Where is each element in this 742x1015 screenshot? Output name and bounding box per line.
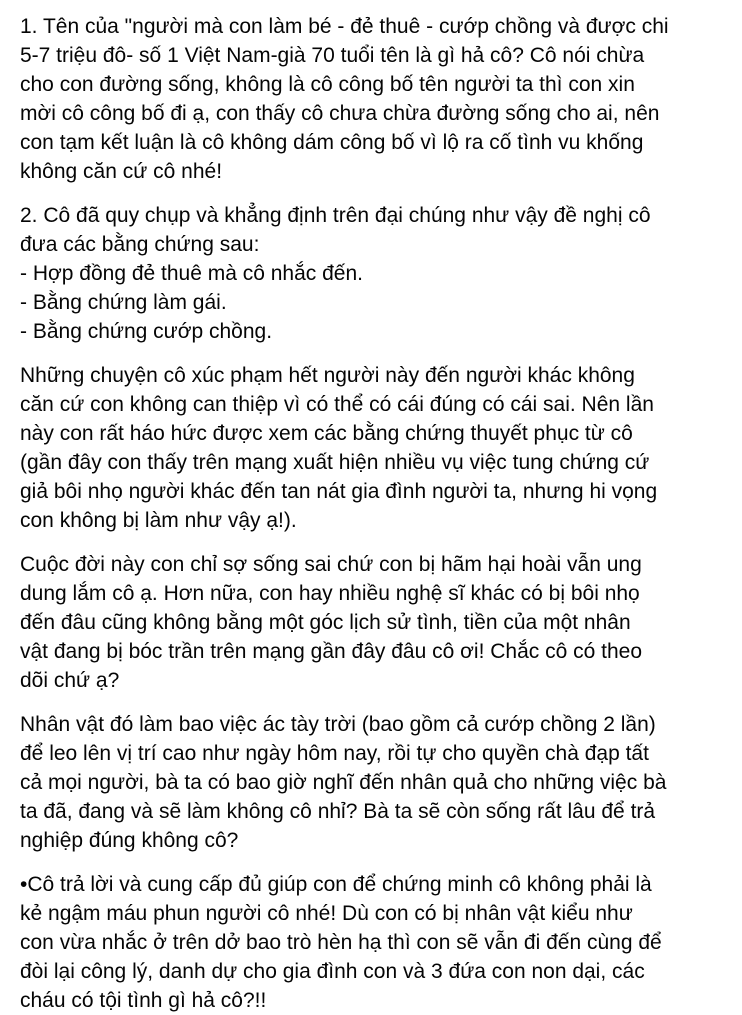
paragraph-line: (gần đây con thấy trên mạng xuất hiện nhiều vụ việc tung chứng cứ (20, 451, 650, 474)
paragraph-line: con không bị làm như vậy ạ!). (20, 509, 297, 532)
paragraph-line: con vừa nhắc ở trên dở bao trò hèn hạ thì con sẽ vẫn đi đến cùng để (20, 931, 662, 954)
paragraph-line: cháu có tội tình gì hả cô?!! (20, 989, 267, 1012)
paragraph-line: nghiệp đúng không cô? (20, 829, 239, 852)
paragraph-5 (20, 710, 732, 855)
paragraph-line: vật đang bị bóc trần trên mạng gần đây đâu cô ơi! Chắc cô có theo (20, 640, 642, 663)
paragraph-line: này con rất háo hức được xem các bằng chứng thuyết phục từ cô (20, 422, 633, 445)
paragraph-3 (20, 361, 732, 535)
list-item: - Hợp đồng đẻ thuê mà cô nhắc đến. (20, 262, 363, 285)
list-item: - Bằng chứng làm gái. (20, 291, 227, 314)
paragraph-line: đến đâu cũng không bằng một góc lịch sử tình, tiền của một nhân (20, 611, 631, 634)
paragraph-line: đòi lại công lý, danh dự cho gia đình con và 3 đứa con non dại, các (20, 960, 645, 983)
paragraph-line: 5-7 triệu đô- số 1 Việt Nam-già 70 tuổi tên là gì hả cô? Cô nói chừa (20, 44, 645, 67)
paragraph-line: để leo lên vị trí cao như ngày hôm nay, rồi tự cho quyền chà đạp tất (20, 742, 649, 765)
paragraph-line: con tạm kết luận là cô không dám công bố vì lộ ra cố tình vu khống (20, 131, 644, 154)
paragraph-line: kẻ ngậm máu phun người cô nhé! Dù con có bị nhân vật kiểu như (20, 902, 633, 925)
paragraph-line: không căn cứ cô nhé! (20, 160, 223, 183)
paragraph-line: dõi chứ ạ? (20, 669, 120, 692)
paragraph-line: giả bôi nhọ người khác đến tan nát gia đình người ta, nhưng hi vọng (20, 480, 658, 503)
paragraph-line: 1. Tên của "người mà con làm bé - đẻ thuê - cướp chồng và được chi (20, 15, 669, 38)
paragraph-line: Nhân vật đó làm bao việc ác tày trời (bao gồm cả cướp chồng 2 lần) (20, 713, 656, 736)
paragraph-1 (20, 12, 732, 186)
paragraph-line: dung lắm cô ạ. Hơn nữa, con hay nhiều nghệ sĩ khác có bị bôi nhọ (20, 582, 640, 605)
paragraph-2 (20, 201, 732, 346)
paragraph-4 (20, 550, 732, 695)
paragraph-line: mời cô công bố đi ạ, con thấy cô chưa chừa đường sống cho ai, nên (20, 102, 660, 125)
paragraph-line: Cuộc đời này con chỉ sợ sống sai chứ con bị hãm hại hoài vẫn ung (20, 553, 642, 576)
paragraph-line: đưa các bằng chứng sau: (20, 233, 260, 256)
paragraph-6 (20, 870, 732, 1015)
paragraph-line: 2. Cô đã quy chụp và khẳng định trên đại chúng như vậy đề nghị cô (20, 204, 651, 227)
list-item: - Bằng chứng cướp chồng. (20, 320, 273, 343)
paragraph-line: cả mọi người, bà ta có bao giờ nghĩ đến nhân quả cho những việc bà (20, 771, 667, 794)
paragraph-line: ta đã, đang và sẽ làm không cô nhỉ? Bà ta sẽ còn sống rất lâu để trả (20, 800, 656, 823)
paragraph-line: cho con đường sống, không là cô công bố tên người ta thì con xin (20, 73, 635, 96)
paragraph-line: căn cứ con không can thiệp vì có thể có cái đúng có cái sai. Nên lần (20, 393, 654, 416)
paragraph-line: Những chuyện cô xúc phạm hết người này đến người khác không (20, 364, 635, 387)
paragraph-line: •Cô trả lời và cung cấp đủ giúp con để chứng minh cô không phải là (20, 873, 652, 896)
